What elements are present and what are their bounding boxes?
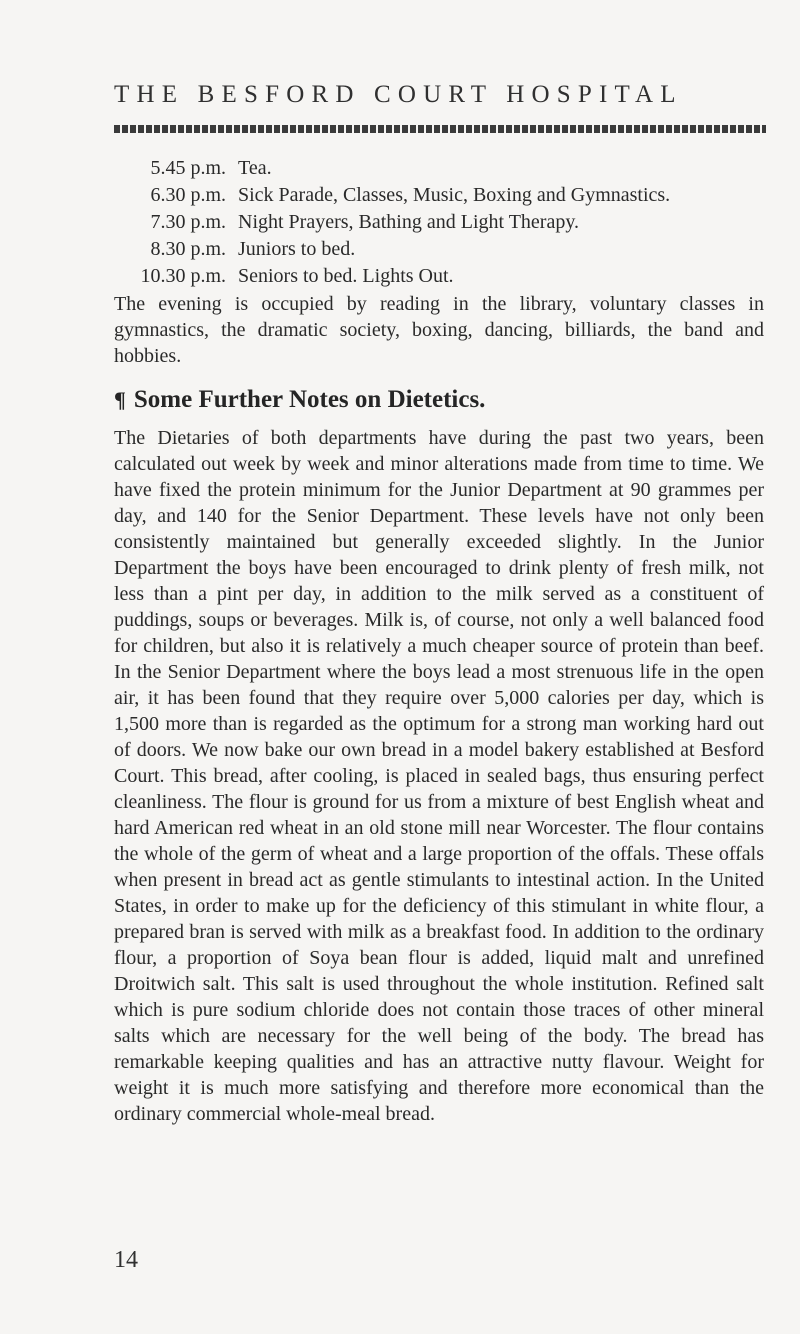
schedule-time: 7.30 p.m. [150, 211, 226, 233]
schedule-table [114, 155, 774, 290]
schedule-activity: Juniors to bed. [238, 238, 356, 260]
schedule-time: 5.45 p.m. [150, 157, 226, 179]
schedule-activity: Seniors to bed. Lights Out. [238, 265, 454, 287]
schedule-row [114, 182, 774, 209]
schedule-row [114, 209, 774, 236]
ornamental-rule [114, 125, 766, 133]
page-number: 14 [114, 1247, 138, 1273]
schedule-row [114, 155, 774, 182]
schedule-activity: Tea. [238, 157, 272, 179]
section-heading [114, 387, 764, 412]
dietetics-paragraph: The Dietaries of both departments have during the past two years, been calculated out week by week and minor alterations made from time to time. We have fixed the protein minimum for the Junior Department at 90 grammes per day, and 140 for the Senior Department. These levels have not only been consistently maintained but generally exceeded slightly. In the Junior Department the boys have been encouraged to drink plenty of fresh milk, not less than a pint per day, in addition to the milk served as a constituent of puddings, soups or beverages. Milk is, of course, not only a well balanced food for children, but also it is relatively a much cheaper source of protein than beef. In the Senior Department where the boys lead a most strenuous life in the open air, it has been found that they require over 5,000 calories per day, which is 1,500 more than is regarded as the optimum for a strong man working hard out of doors. We now bake our own bread in a model bakery established at Besford Court. This bread, after cooling, is placed in sealed bags, thus ensuring perfect cleanliness. The flour is ground for us from a mixture of best English wheat and hard American red wheat in an old stone mill near Worcester. The flour contains the whole of the germ of wheat and a large proportion of the offals. These offals when present in bread act as gentle stimulants to intestinal action. In the United States, in order to make up for the deficiency of this stimulant in white flour, a prepared bran is served with milk as a breakfast food. In addition to the ordinary flour, a proportion of Soya bean flour is added, liquid malt and unrefined Droitwich salt. This salt is used throughout the whole institution. Refined salt which is pure sodium chloride does not contain those traces of other mineral salts which are necessary for the well being of the body. The bread has remarkable keeping qualities and has an attractive nutty flavour. Weight for weight it is much more satisfying and therefore more economical than the ordinary commercial whole-meal bread. [114, 427, 764, 1125]
running-title: THE BESFORD COURT HOSPITAL [114, 81, 683, 108]
schedule-activity: Night Prayers, Bathing and Light Therapy. [238, 211, 580, 233]
schedule-time: 10.30 p.m. [140, 265, 226, 287]
evening-paragraph: The evening is occupied by reading in the library, voluntary classes in gymnastics, the dramatic society, boxing, dancing, billiards, the band and hobbies. [114, 293, 764, 367]
schedule-row [114, 236, 774, 263]
pilcrow-icon: ¶ [114, 387, 126, 412]
schedule-row [114, 263, 774, 290]
schedule-time: 8.30 p.m. [150, 238, 226, 260]
section-heading-text: Some Further Notes on Dietetics. [133, 386, 486, 413]
schedule-activity: Sick Parade, Classes, Music, Boxing and Gymnastics. [238, 184, 671, 206]
schedule-time: 6.30 p.m. [150, 184, 226, 206]
